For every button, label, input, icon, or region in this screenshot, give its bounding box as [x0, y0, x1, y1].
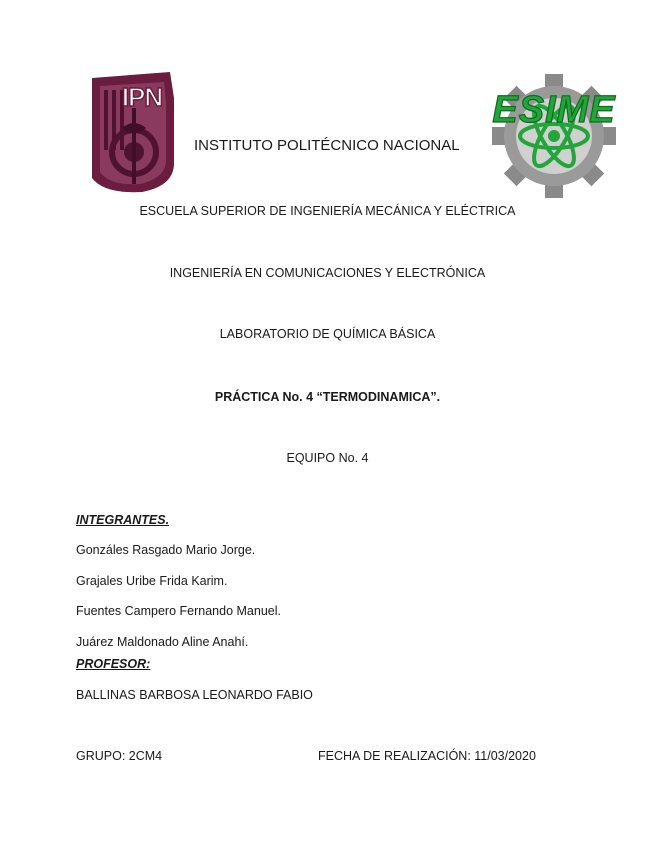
member-name: Juárez Maldonado Aline Anahí. [76, 635, 249, 649]
institute-title: INSTITUTO POLITÉCNICO NACIONAL [194, 137, 460, 154]
practice-title: PRÁCTICA No. 4 “TERMODINAMICA”. [214, 390, 441, 404]
members-heading: INTEGRANTES. [76, 513, 170, 527]
member-name: Grajales Uribe Frida Karim. [76, 574, 228, 588]
ipn-logo-lettering: IPN [121, 82, 163, 112]
lab-name: LABORATORIO DE QUÍMICA BÁSICA [219, 327, 436, 341]
professor-heading: PROFESOR: [76, 657, 151, 671]
member-name: Gonzáles Rasgado Mario Jorge. [76, 543, 256, 557]
esime-logo-lettering: ESIME [492, 89, 616, 131]
professor-name: BALLINAS BARBOSA LEONARDO FABIO [76, 688, 313, 702]
career-name: INGENIERÍA EN COMUNICACIONES Y ELECTRÓNICA [169, 266, 486, 280]
team-number: EQUIPO No. 4 [286, 451, 369, 465]
group-label: GRUPO: 2CM4 [76, 749, 163, 763]
member-name: Fuentes Campero Fernando Manuel. [76, 604, 281, 618]
ipn-logo [82, 68, 180, 194]
date-label: FECHA DE REALIZACIÓN: 11/03/2020 [318, 749, 536, 763]
school-name: ESCUELA SUPERIOR DE INGENIERÍA MECÁNICA Y ELÉCTRICA [139, 204, 516, 218]
esime-logo [478, 70, 630, 198]
